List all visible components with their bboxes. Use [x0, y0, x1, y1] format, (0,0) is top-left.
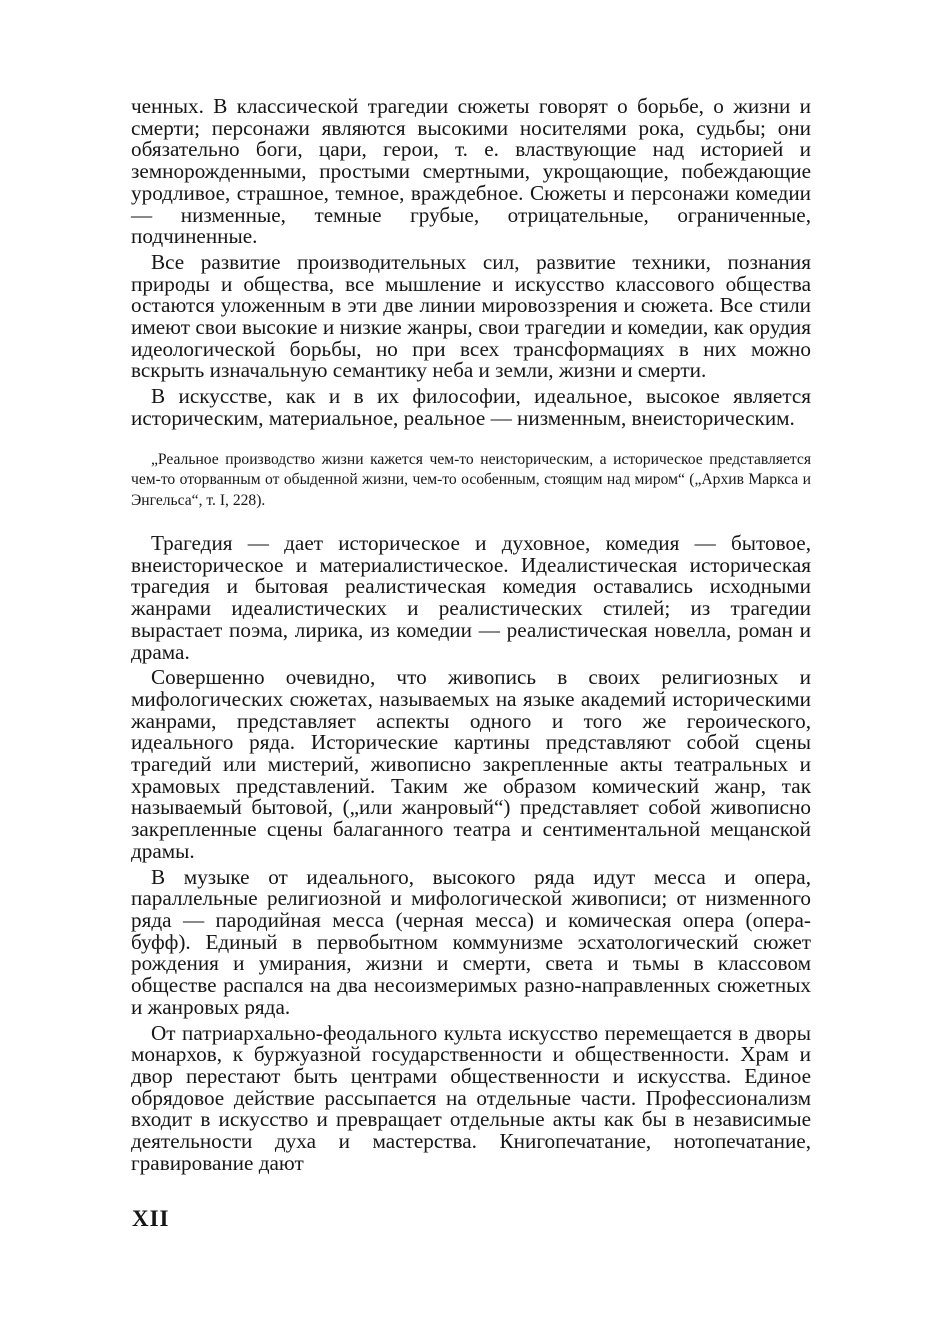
paragraph-ideal-material: В искусстве, как и в их философии, идеальное, высокое является историческим, материальное, реальное — низменным, внеисторическим.: [131, 384, 811, 430]
paragraph-music: В музыке от идеального, высокого ряда идут месса и опера, параллельные религиозной и мифологической живописи; от низменного ряда — пародийная месса (черная месса) и комическая опера (опера-буфф). Единый в первобытном коммунизме эсхатологический сюжет рождения и умирания, жизни и смерти, света и тьмы в классовом обществе распался на два несоизмеримых разно-направленных сюжетных и жанровых ряда.: [131, 864, 811, 1019]
page-body: [131, 96, 811, 1174]
quotation-marx-engels: „Реальное производство жизни кажется чем-то неисторическим, а историческое представляется чем-то оторванным от обыденной жизни, чем-то особенным, стоящим над миром“ („Архив Маркса и Энгельса“, т. I, 228).: [131, 450, 811, 509]
paragraph-productive-forces: Все развитие производительных сил, развитие техники, познания природы и общества, все мышление и искусство классового общества остаются уложенным в эти две линии мировоззрения и сюжета. Все стили имеют свои высокие и низкие жанры, свои трагедии и комедии, как орудия идеологической борьбы, но при всех трансформациях в них можно вскрыть изначальную семантику неба и земли, жизни и смерти.: [131, 249, 811, 383]
paragraph-tragedy-comedy: Трагедия — дает историческое и духовное, комедия — бытовое, внеисторическое и материалистическое. Идеалистическая историческая трагедия и бытовая реалистическая комедия оставались исходными жанрами идеалистических и реалистических стилей; из трагедии вырастает поэма, лирика, из комедии — реалистическая новелла, роман и драма.: [131, 531, 811, 664]
paragraph-continuation: ченных. В классической трагедии сюжеты говорят о борьбе, о жизни и смерти; персонажи являются высокими носителями рока, судьбы; они обязательно боги, цари, герои, т. е. властвующие над историей и земнорожденными, простыми смертными, укрощающие, побеждающие уродливое, страшное, темное, враждебное. Сюжеты и персонажи комедии — низменные, темные грубые, отрицательные, ограниченные, подчиненные.: [131, 94, 811, 249]
page-number: XII: [132, 1206, 170, 1231]
paragraph-painting: Совершенно очевидно, что живопись в своих религиозных и мифологических сюжетах, называемых на языке академий историческими жанрами, представляет аспекты одного и того же героического, идеального ряда. Исторические картины представляют собой сцены трагедий или мистерий, живописно закрепленные акты театральных и храмовых представлений. Таким же образом комический жанр, так называемый бытовой, („или жанровый“) представляет собой живописно закрепленные сцены балаганного театра и сентиментальной мещанской драмы.: [131, 665, 811, 863]
paragraph-cult-to-court: От патриархально-феодального культа искусство перемещается в дворы монархов, к буржуазной государственности и общественности. Храм и двор перестают быть центрами общественности и искусства. Единое обрядовое действие рассыпается на отдельные части. Профессионализм входит в искусство и превращает отдельные акты как бы в независимые деятельности духа и мастерства. Книгопечатание, нотопечатание, гравирование дают: [131, 1020, 811, 1175]
